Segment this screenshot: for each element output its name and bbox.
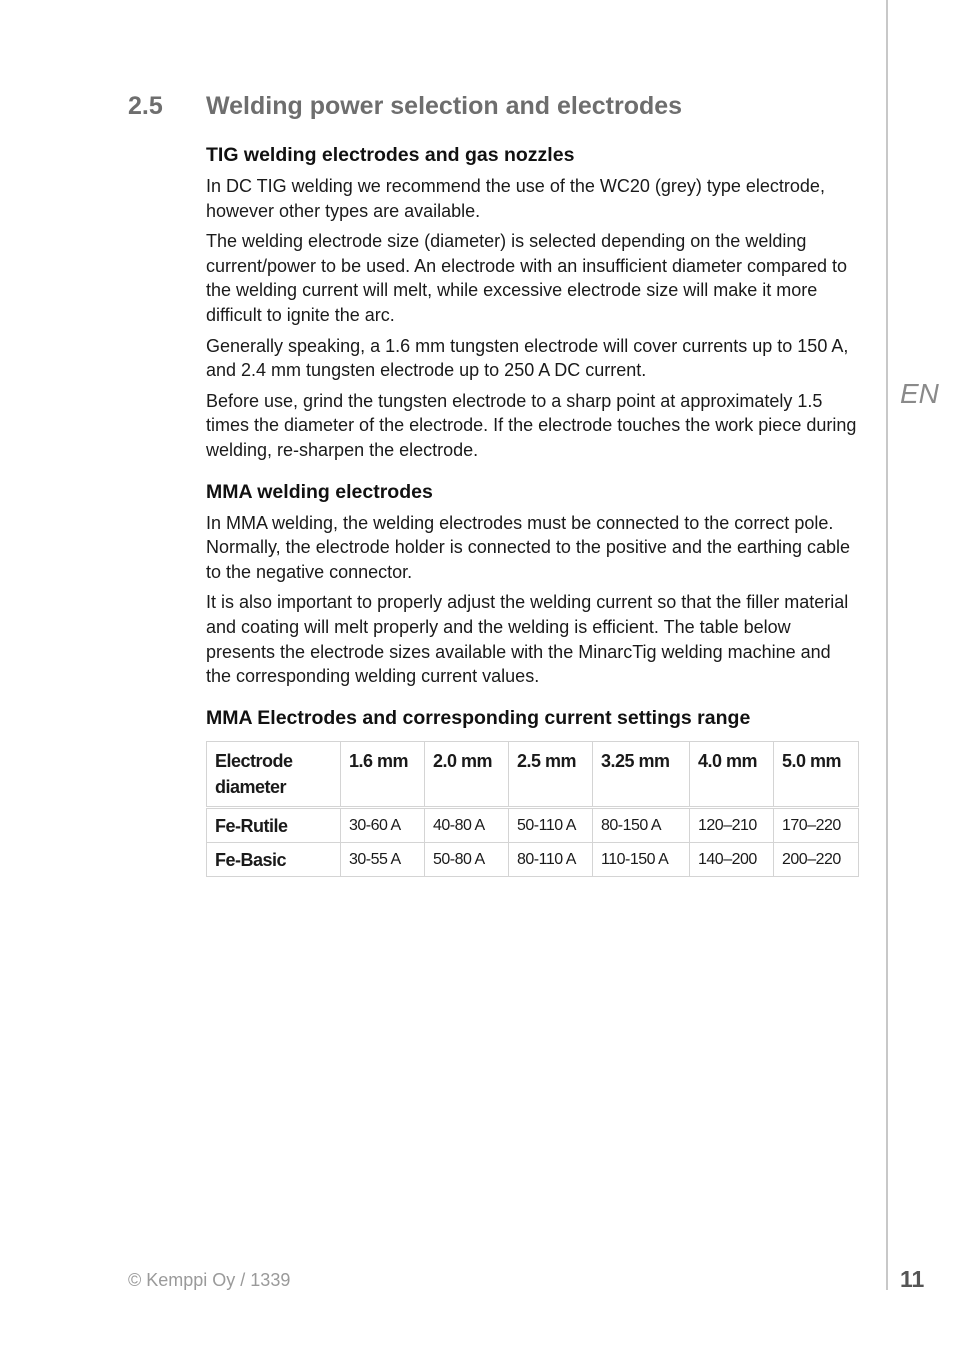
section-title: Welding power selection and electrodes: [206, 92, 683, 120]
tig-paragraph: Before use, grind the tungsten electrode to a sharp point at approximately 1.5 times the diameter of the electrode. If the electrode touches the work piece during welding, re-sharpen the electrode.: [206, 390, 857, 460]
column-header: 3.25 mm: [593, 741, 690, 807]
tig-heading: TIG welding electrodes and gas nozzles: [206, 144, 575, 166]
table-cell: 110-150 A: [593, 842, 690, 876]
table-cell: 50-80 A: [425, 842, 509, 876]
row-label: Fe-Basic: [207, 842, 341, 876]
page-content: [206, 142, 860, 877]
electrode-table: [206, 741, 859, 877]
section-number: 2.5: [128, 92, 163, 120]
footer-copyright: © Kemppi Oy / 1339: [128, 1270, 291, 1290]
language-tab: EN: [900, 378, 939, 409]
mma-heading: MMA welding electrodes: [206, 480, 433, 503]
table-cell: 30-55 A: [341, 842, 425, 876]
table-row: [207, 807, 859, 842]
table-heading: MMA Electrodes and corresponding current settings range: [206, 706, 751, 729]
table-cell: 170–220: [774, 807, 859, 842]
page-margin-rule: [886, 0, 888, 1290]
table-cell: 50-110 A: [509, 807, 593, 842]
column-header: 4.0 mm: [690, 741, 774, 807]
tig-paragraph: Generally speaking, a 1.6 mm tungsten electrode will cover currents up to 150 A, and 2.4 mm tungsten electrode up to 250 A DC current.: [206, 335, 849, 381]
table-cell: 80-150 A: [593, 807, 690, 842]
table-row: [207, 842, 859, 876]
mma-paragraph: In MMA welding, the welding electrodes must be connected to the correct pole. Normally, the electrode holder is connected to the positive and the earthing cable to the negative connector.: [206, 512, 851, 582]
table-cell: 40-80 A: [425, 807, 509, 842]
table-cell: 140–200: [690, 842, 774, 876]
column-header: Electrode diameter: [207, 741, 341, 807]
table-header-row: [207, 741, 859, 807]
column-header: 5.0 mm: [774, 741, 859, 807]
table-cell: 30-60 A: [341, 807, 425, 842]
tig-paragraph: The welding electrode size (diameter) is selected depending on the welding current/power to be used. An electrode with an insufficient diameter compared to the welding current will melt, while excessive electrode size will make it more difficult to ignite the arc.: [206, 231, 848, 325]
table-cell: 120–210: [690, 807, 774, 842]
row-label: Fe-Rutile: [207, 807, 341, 842]
column-header: 2.5 mm: [509, 741, 593, 807]
column-header: 1.6 mm: [341, 741, 425, 807]
section-heading: [128, 92, 682, 121]
mma-paragraph: It is also important to properly adjust the welding current so that the filler material and coating will melt properly and the welding is efficient. The table below presents the electrode sizes available with the MinarcTig welding machine and the corresponding welding current values.: [206, 592, 849, 687]
table-cell: 80-110 A: [509, 842, 593, 876]
table-cell: 200–220: [774, 842, 859, 876]
page-number: 11: [900, 1266, 925, 1292]
column-header: 2.0 mm: [425, 741, 509, 807]
tig-paragraph: In DC TIG welding we recommend the use of the WC20 (grey) type electrode, however other types are available.: [206, 176, 825, 221]
